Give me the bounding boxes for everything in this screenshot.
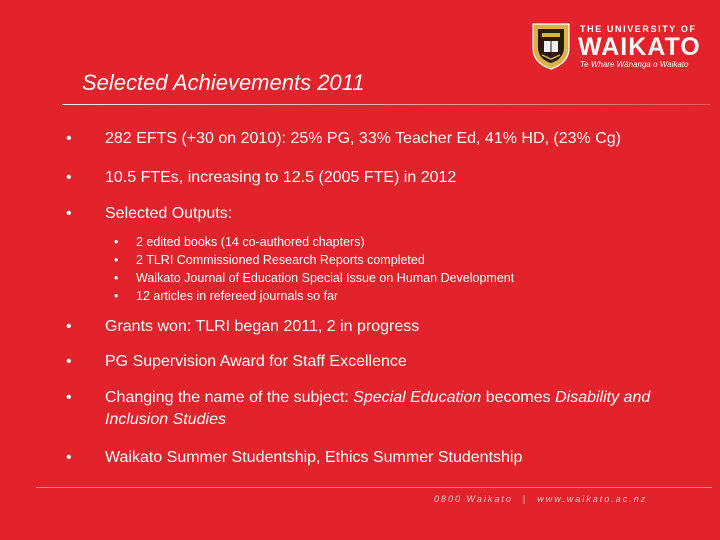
- logo-top-text: THE UNIVERSITY OF: [580, 24, 697, 34]
- title-divider: [62, 104, 710, 105]
- footer-separator: |: [522, 494, 528, 504]
- old-subject-name: Special Education: [353, 389, 482, 406]
- bullet-marker: •: [66, 130, 72, 147]
- footer-url: www.waikato.ac.nz: [537, 494, 648, 504]
- bullet-marker: •: [66, 318, 72, 335]
- bullet-text: PG Supervision Award for Staff Excellence: [105, 353, 407, 370]
- footer: [434, 494, 647, 504]
- footer-divider: [36, 487, 712, 488]
- bullet-marker: •: [114, 271, 119, 285]
- bullet-text-prefix: Changing the name of the subject:: [105, 389, 354, 406]
- logo-motto: Te Whare Wānanga o Waikato: [580, 60, 689, 69]
- logo-wordmark: WAIKATO: [578, 33, 701, 61]
- bullet-text-middle: becomes: [481, 389, 556, 406]
- bullet-text: Grants won: TLRI began 2011, 2 in progress: [105, 318, 420, 335]
- crest-icon: [530, 22, 572, 70]
- bullet-marker: •: [66, 205, 72, 222]
- sub-bullet-text: Waikato Journal of Education Special Issue on Human Development: [136, 271, 515, 285]
- bullet-text: 10.5 FTEs, increasing to 12.5 (2005 FTE) in 2012: [105, 169, 457, 186]
- bullet-text: Selected Outputs:: [105, 205, 233, 222]
- bullet-text: Waikato Summer Studentship, Ethics Summer Studentship: [105, 449, 523, 466]
- sub-bullet-text: 12 articles in refereed journals so far: [136, 289, 339, 303]
- bullet-marker: •: [66, 169, 72, 186]
- sub-bullet-text: 2 TLRI Commissioned Research Reports completed: [136, 253, 425, 267]
- bullet-marker: •: [66, 449, 72, 466]
- footer-phone: 0800 Waikato: [434, 494, 513, 504]
- bullet-marker: •: [114, 253, 119, 267]
- bullet-marker: •: [66, 353, 72, 370]
- bullet-marker: •: [114, 289, 119, 303]
- bullet-text: 282 EFTS (+30 on 2010): 25% PG, 33% Teacher Ed, 41% HD, (23% Cg): [105, 130, 621, 147]
- bullet-marker: •: [66, 389, 72, 406]
- bullet-marker: •: [114, 235, 119, 249]
- university-logo: [522, 18, 712, 70]
- slide-title: Selected Achievements 2011: [82, 70, 365, 95]
- sub-bullet-text: 2 edited books (14 co-authored chapters): [136, 235, 365, 249]
- bullet-text: [105, 387, 675, 431]
- new-subject-name: Disability and Inclusion Studies: [105, 389, 651, 428]
